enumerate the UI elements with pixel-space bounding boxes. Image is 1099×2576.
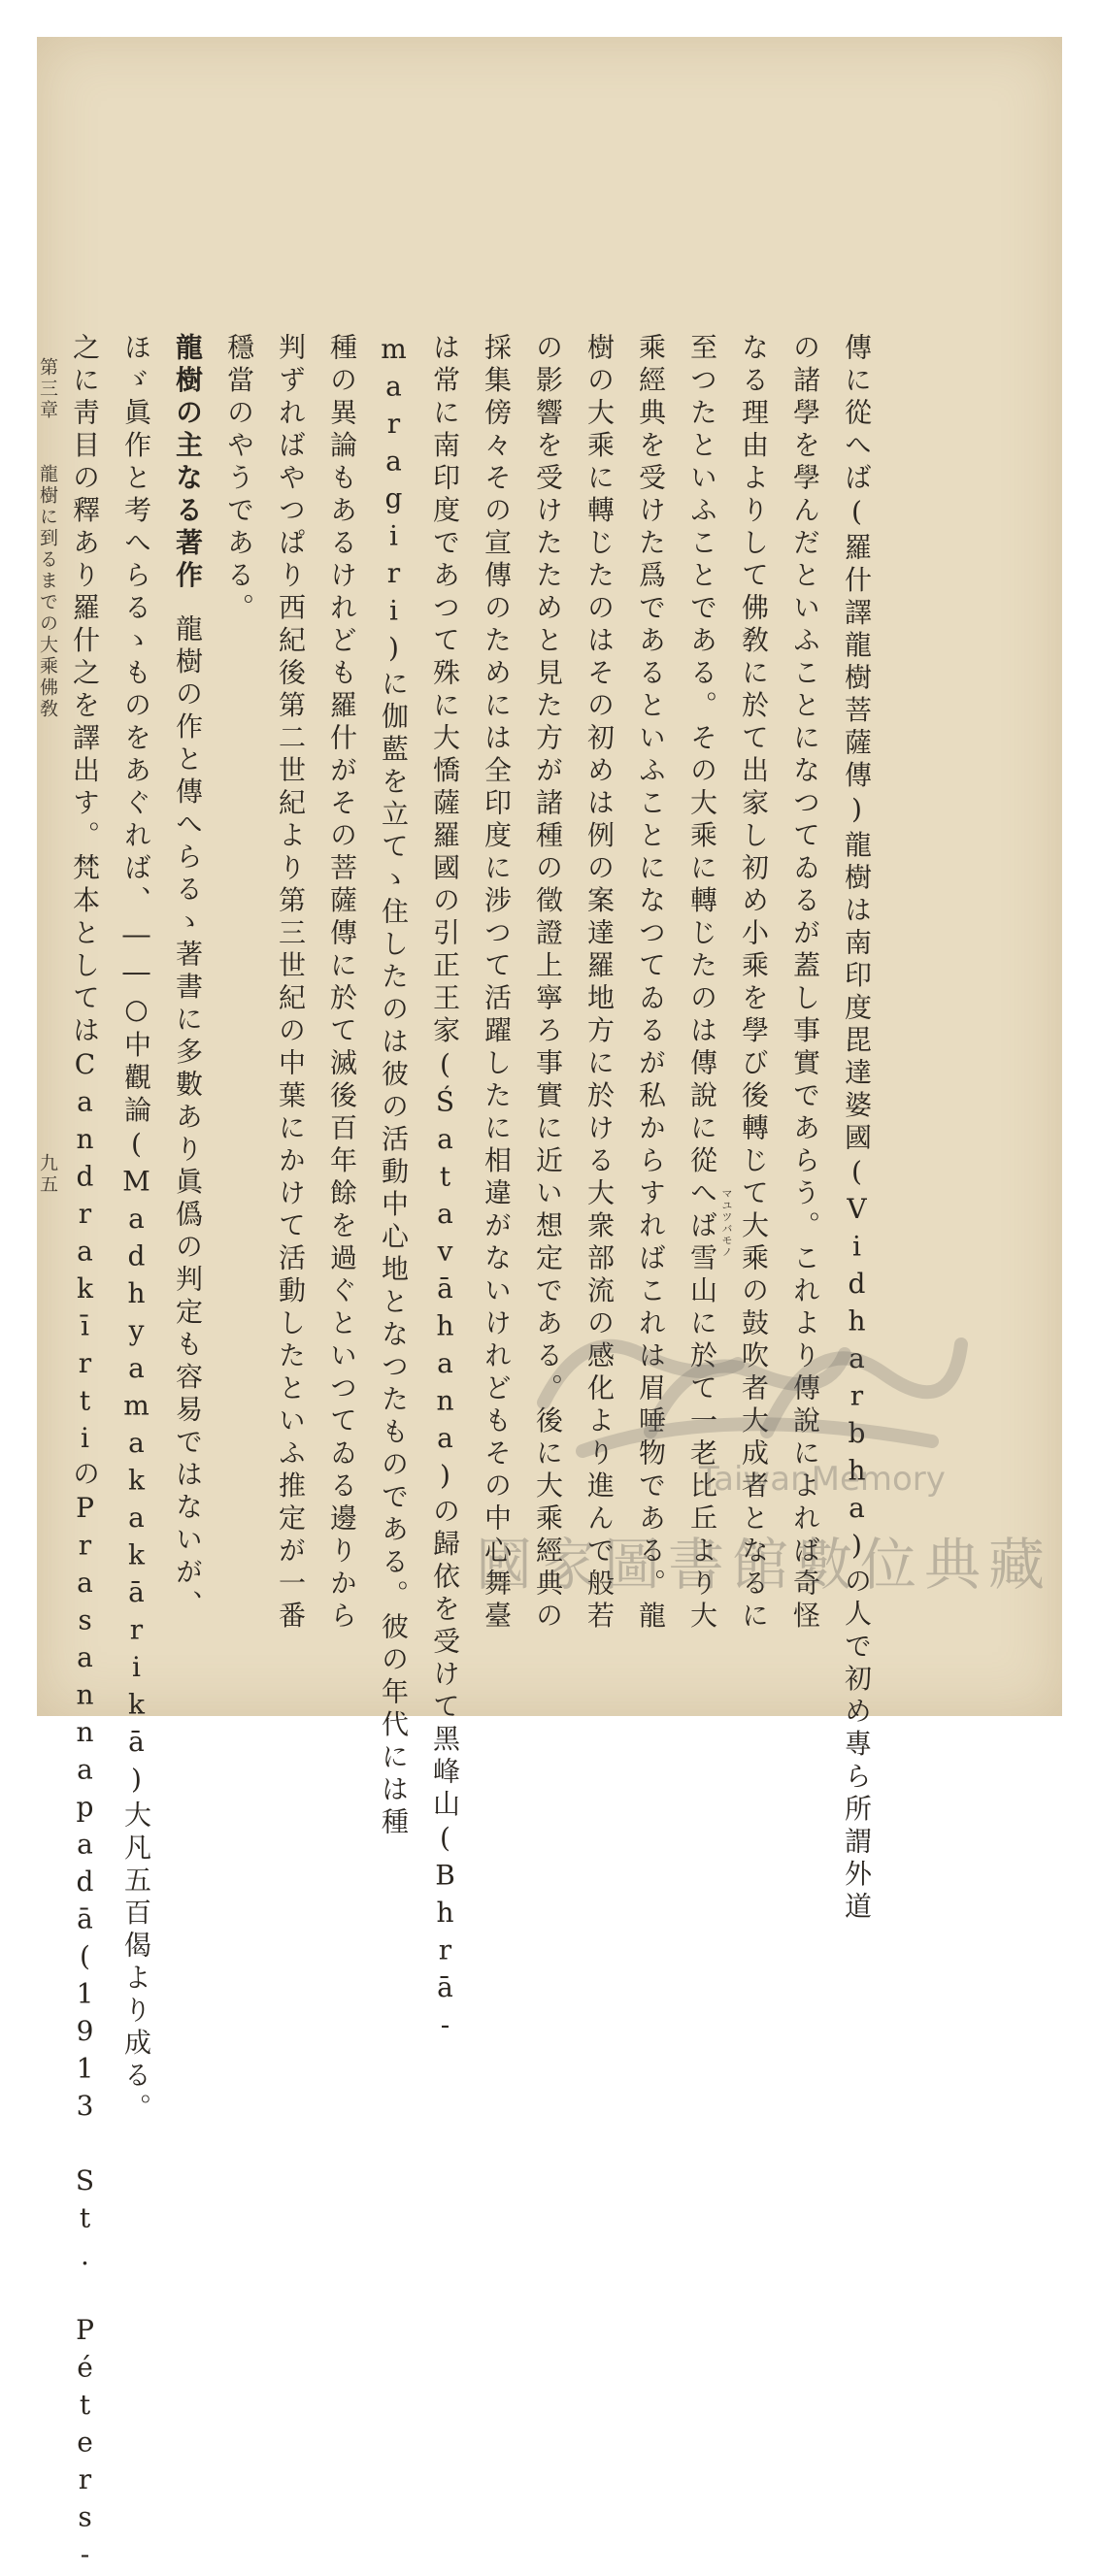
section-heading: 龍樹の主なる著作 — [172, 333, 204, 593]
text-column: 乘經典を受けた爲であるといふことになつてゐるが私からすればこれは眉唾物である。龍 — [635, 333, 667, 1634]
text-column: 傳に從へば(羅什譯龍樹菩薩傳)龍樹は南印度毘達婆國(Vidharbha)の人で初め專ら所謂外道 — [841, 333, 873, 1925]
text-column: は常に南印度であつて殊に大憍薩羅國の引正王家(Śatavāhana)の歸依を受けて黑峰山(Bhrā- — [429, 333, 461, 2046]
section-heading-column — [166, 333, 209, 1623]
heading-paragraph-text: 龍樹の作と傳へらるゝ著書に多數あり眞僞の判定も容易ではないが、 — [172, 614, 204, 1623]
text-column: の諸學を學んだといふことになつてゐるが蓋し事實であらう。これより傳說によれば奇怪 — [789, 333, 821, 1634]
watermark-logo-icon — [524, 1286, 981, 1470]
chapter-label: 第三章 — [37, 357, 58, 421]
chapter-title: 龍樹に到るまでの大乘佛敎 — [37, 464, 58, 720]
text-column: 種の異論もあるけれども羅什がその菩薩傳に於て滅後百年餘を過ぐといつてゐる邊りから — [326, 333, 358, 1634]
page-number: 九五 — [37, 1153, 58, 1196]
text-column: 樹の大乘に轉じたのはその初めは例の案達羅地方に於ける大衆部流の感化より進んで般若 — [583, 333, 616, 1634]
text-column: 穩當のやうである。 — [223, 333, 255, 626]
ruby-annotation: マユツバモノ — [720, 1188, 733, 1258]
text-column: なる理由よりして佛敎に於て出家し初め小乘を學び後轉じて大乘の鼓吹者大成者となるに — [738, 333, 770, 1634]
text-column: ほゞ眞作と考へらるゝものをあぐれば、――○中觀論(Madhyamakakārikā)大凡五百偈より成る。 — [120, 333, 152, 2126]
text-column: の影響を受けたためと見た方が諸種の徵證上寧ろ事實に近い想定である。後に大乘經典の — [532, 333, 564, 1634]
text-column: maragiri)に伽藍を立てゝ住したのは彼の活動中心地となつたものである。彼の年代には種 — [378, 333, 410, 1840]
text-column: 採集傍々その宣傳のためには全印度に涉つて活躍したに相違がないけれどもその中心舞臺 — [481, 333, 513, 1634]
watermark-latin: TaiwanMemory — [699, 1460, 946, 1499]
text-column: 之に靑目の釋あり羅什之を譯出す。梵本としてはCandrakīrtiのPrasannapadā(1913 St. Péters- — [69, 333, 101, 2576]
watermark-cjk: 國家圖書館數位典藏 — [476, 1532, 1053, 1598]
text-column: 判ずればやつぱり西紀後第二世紀より第三世紀の中葉にかけて活動したといふ推定が一番 — [275, 333, 307, 1634]
text-column: 至つたといふことである。その大乘に轉じたのは傳說に從へば雪山に於て一老比丘より大 — [686, 333, 718, 1634]
